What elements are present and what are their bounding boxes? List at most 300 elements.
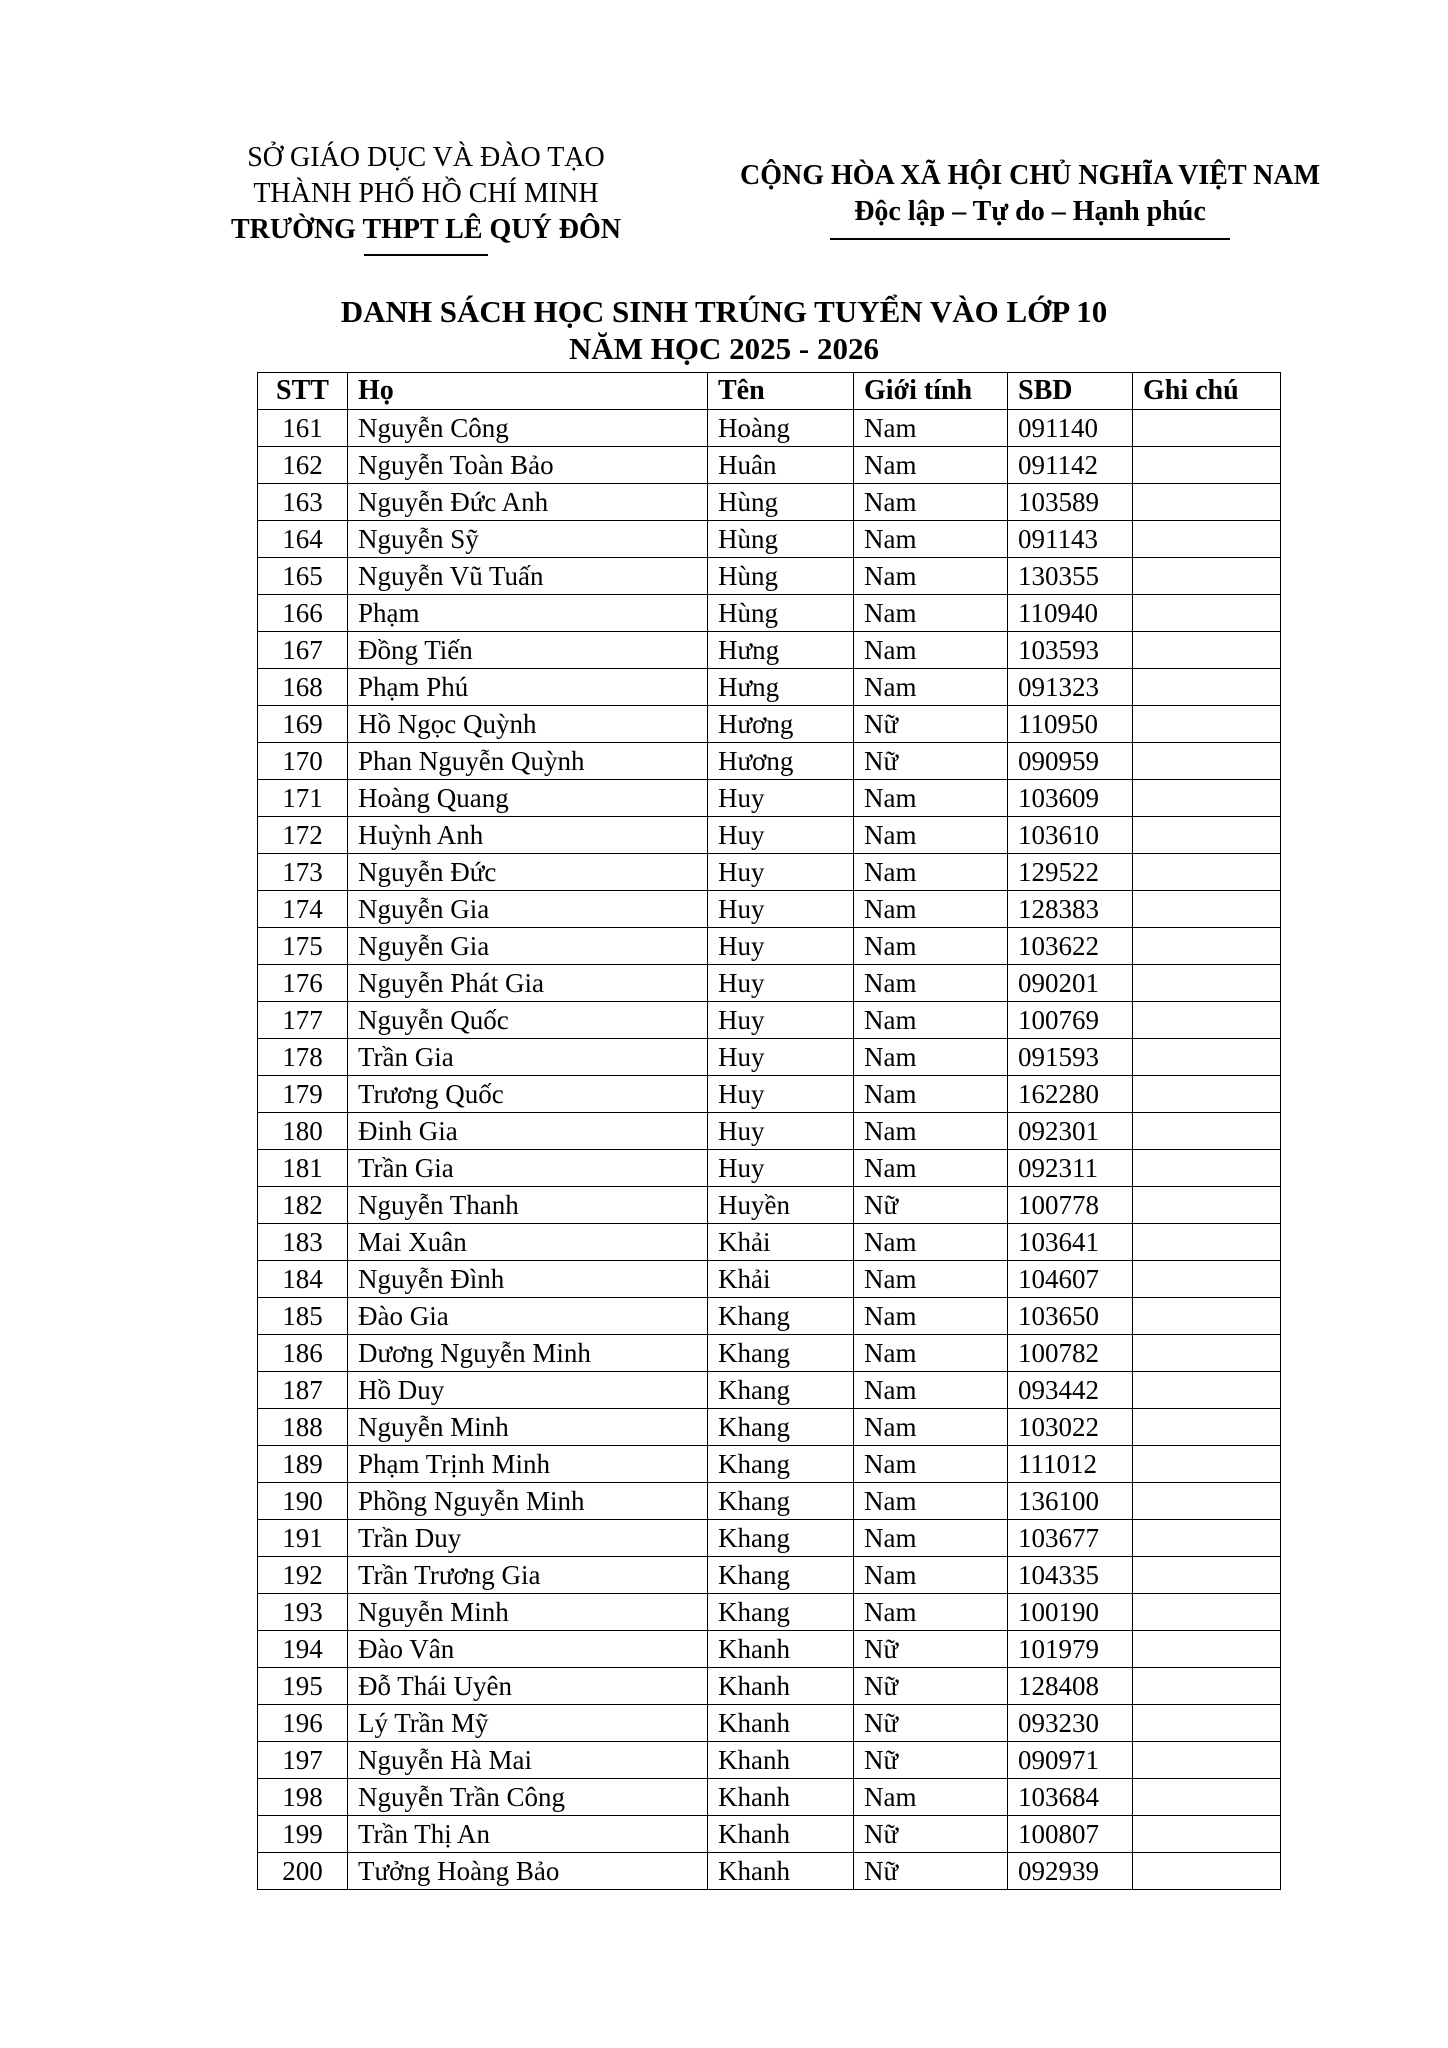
table-row <box>258 1298 1281 1335</box>
cell-sbd: 130355 <box>1008 558 1133 595</box>
admission-table <box>257 372 1281 1890</box>
cell-stt: 163 <box>258 484 348 521</box>
cell-ten: Khanh <box>708 1668 854 1705</box>
table-row <box>258 891 1281 928</box>
cell-stt: 175 <box>258 928 348 965</box>
cell-sbd: 100769 <box>1008 1002 1133 1039</box>
cell-ghi-chu <box>1133 521 1281 558</box>
cell-ho: Hoàng Quang <box>348 780 708 817</box>
cell-gioi-tinh: Nam <box>854 854 1008 891</box>
cell-ho: Đồng Tiến <box>348 632 708 669</box>
cell-gioi-tinh: Nam <box>854 1076 1008 1113</box>
cell-ho: Phạm Trịnh Minh <box>348 1446 708 1483</box>
cell-stt: 162 <box>258 447 348 484</box>
table-row <box>258 965 1281 1002</box>
header-ghi-chu: Ghi chú <box>1133 373 1281 410</box>
cell-ghi-chu <box>1133 595 1281 632</box>
table-row <box>258 632 1281 669</box>
cell-gioi-tinh: Nam <box>854 632 1008 669</box>
cell-ten: Khang <box>708 1335 854 1372</box>
cell-sbd: 111012 <box>1008 1446 1133 1483</box>
cell-stt: 199 <box>258 1816 348 1853</box>
cell-ghi-chu <box>1133 1557 1281 1594</box>
cell-ho: Dương Nguyễn Minh <box>348 1335 708 1372</box>
cell-gioi-tinh: Nam <box>854 965 1008 1002</box>
table-row <box>258 1520 1281 1557</box>
cell-ho: Nguyễn Minh <box>348 1409 708 1446</box>
cell-ten: Khang <box>708 1520 854 1557</box>
cell-ghi-chu <box>1133 410 1281 447</box>
cell-sbd: 128383 <box>1008 891 1133 928</box>
cell-ho: Tưởng Hoàng Bảo <box>348 1853 708 1890</box>
cell-ho: Phan Nguyễn Quỳnh <box>348 743 708 780</box>
cell-stt: 179 <box>258 1076 348 1113</box>
cell-ghi-chu <box>1133 447 1281 484</box>
cell-ho: Nguyễn Vũ Tuấn <box>348 558 708 595</box>
table-row <box>258 1150 1281 1187</box>
cell-stt: 196 <box>258 1705 348 1742</box>
cell-sbd: 162280 <box>1008 1076 1133 1113</box>
cell-stt: 184 <box>258 1261 348 1298</box>
cell-ten: Khanh <box>708 1853 854 1890</box>
cell-ho: Nguyễn Toàn Bảo <box>348 447 708 484</box>
cell-ho: Nguyễn Quốc <box>348 1002 708 1039</box>
cell-ten: Hương <box>708 743 854 780</box>
cell-ten: Khanh <box>708 1742 854 1779</box>
cell-sbd: 129522 <box>1008 854 1133 891</box>
motto-underline <box>830 238 1230 240</box>
cell-sbd: 103589 <box>1008 484 1133 521</box>
table-row <box>258 928 1281 965</box>
table-row <box>258 706 1281 743</box>
cell-stt: 176 <box>258 965 348 1002</box>
cell-sbd: 103684 <box>1008 1779 1133 1816</box>
table-row <box>258 1224 1281 1261</box>
cell-stt: 165 <box>258 558 348 595</box>
header-stt: STT <box>258 373 348 410</box>
cell-ten: Khang <box>708 1446 854 1483</box>
cell-ghi-chu <box>1133 632 1281 669</box>
cell-sbd: 091323 <box>1008 669 1133 706</box>
cell-stt: 167 <box>258 632 348 669</box>
cell-stt: 172 <box>258 817 348 854</box>
cell-gioi-tinh: Nam <box>854 1779 1008 1816</box>
cell-ten: Khanh <box>708 1816 854 1853</box>
cell-stt: 200 <box>258 1853 348 1890</box>
cell-sbd: 104335 <box>1008 1557 1133 1594</box>
national-motto-block <box>700 158 1360 240</box>
cell-ten: Khang <box>708 1298 854 1335</box>
cell-stt: 170 <box>258 743 348 780</box>
city-name: THÀNH PHỐ HỒ CHÍ MINH <box>253 178 599 209</box>
cell-ten: Huyền <box>708 1187 854 1224</box>
cell-stt: 187 <box>258 1372 348 1409</box>
cell-gioi-tinh: Nam <box>854 1446 1008 1483</box>
cell-sbd: 100190 <box>1008 1594 1133 1631</box>
cell-sbd: 092301 <box>1008 1113 1133 1150</box>
cell-sbd: 091593 <box>1008 1039 1133 1076</box>
cell-gioi-tinh: Nam <box>854 1002 1008 1039</box>
cell-ho: Nguyễn Thanh <box>348 1187 708 1224</box>
cell-ho: Huỳnh Anh <box>348 817 708 854</box>
cell-ho: Nguyễn Sỹ <box>348 521 708 558</box>
table-row <box>258 595 1281 632</box>
cell-stt: 194 <box>258 1631 348 1668</box>
cell-sbd: 103610 <box>1008 817 1133 854</box>
cell-gioi-tinh: Nam <box>854 817 1008 854</box>
table-row <box>258 1853 1281 1890</box>
cell-gioi-tinh: Nam <box>854 1335 1008 1372</box>
cell-ten: Khang <box>708 1557 854 1594</box>
cell-sbd: 092939 <box>1008 1853 1133 1890</box>
cell-ghi-chu <box>1133 1446 1281 1483</box>
cell-ten: Hưng <box>708 632 854 669</box>
cell-sbd: 103650 <box>1008 1298 1133 1335</box>
cell-ho: Nguyễn Gia <box>348 928 708 965</box>
school-name: TRƯỜNG THPT LÊ QUÝ ĐÔN <box>231 214 621 245</box>
cell-ghi-chu <box>1133 854 1281 891</box>
cell-ghi-chu <box>1133 1002 1281 1039</box>
cell-sbd: 103622 <box>1008 928 1133 965</box>
cell-ho: Trần Thị An <box>348 1816 708 1853</box>
cell-stt: 197 <box>258 1742 348 1779</box>
cell-ghi-chu <box>1133 1335 1281 1372</box>
table-row <box>258 1668 1281 1705</box>
cell-ghi-chu <box>1133 1187 1281 1224</box>
cell-sbd: 091140 <box>1008 410 1133 447</box>
cell-gioi-tinh: Nam <box>854 1483 1008 1520</box>
cell-ten: Huy <box>708 1113 854 1150</box>
cell-gioi-tinh: Nữ <box>854 1631 1008 1668</box>
cell-sbd: 103593 <box>1008 632 1133 669</box>
cell-ten: Huy <box>708 1150 854 1187</box>
cell-ghi-chu <box>1133 558 1281 595</box>
cell-ho: Nguyễn Minh <box>348 1594 708 1631</box>
cell-sbd: 100782 <box>1008 1335 1133 1372</box>
cell-ten: Huy <box>708 780 854 817</box>
cell-ten: Huy <box>708 1002 854 1039</box>
cell-ten: Huy <box>708 1039 854 1076</box>
cell-ten: Hùng <box>708 484 854 521</box>
cell-ho: Hồ Duy <box>348 1372 708 1409</box>
table-row <box>258 1076 1281 1113</box>
cell-sbd: 104607 <box>1008 1261 1133 1298</box>
cell-ghi-chu <box>1133 1483 1281 1520</box>
cell-gioi-tinh: Nam <box>854 484 1008 521</box>
cell-ho: Nguyễn Công <box>348 410 708 447</box>
cell-ghi-chu <box>1133 706 1281 743</box>
cell-ghi-chu <box>1133 1150 1281 1187</box>
cell-ten: Hùng <box>708 558 854 595</box>
cell-stt: 186 <box>258 1335 348 1372</box>
cell-ten: Huân <box>708 447 854 484</box>
cell-ten: Huy <box>708 854 854 891</box>
cell-sbd: 090971 <box>1008 1742 1133 1779</box>
table-row <box>258 780 1281 817</box>
table-row <box>258 1409 1281 1446</box>
cell-ghi-chu <box>1133 1853 1281 1890</box>
cell-ghi-chu <box>1133 484 1281 521</box>
table-row <box>258 410 1281 447</box>
cell-sbd: 092311 <box>1008 1150 1133 1187</box>
cell-ghi-chu <box>1133 1520 1281 1557</box>
cell-ho: Lý Trần Mỹ <box>348 1705 708 1742</box>
cell-gioi-tinh: Nam <box>854 1224 1008 1261</box>
cell-gioi-tinh: Nữ <box>854 1816 1008 1853</box>
cell-gioi-tinh: Nam <box>854 1520 1008 1557</box>
cell-gioi-tinh: Nữ <box>854 1187 1008 1224</box>
table-row <box>258 1446 1281 1483</box>
cell-ten: Huy <box>708 928 854 965</box>
title-line-1: DANH SÁCH HỌC SINH TRÚNG TUYỂN VÀO LỚP 10 <box>340 294 1108 329</box>
cell-sbd: 110950 <box>1008 706 1133 743</box>
table-row <box>258 1261 1281 1298</box>
cell-ghi-chu <box>1133 1113 1281 1150</box>
cell-ten: Hưng <box>708 669 854 706</box>
cell-ho: Trần Gia <box>348 1039 708 1076</box>
cell-stt: 174 <box>258 891 348 928</box>
cell-stt: 182 <box>258 1187 348 1224</box>
table-row <box>258 1631 1281 1668</box>
national-motto: Độc lập – Tự do – Hạnh phúc <box>854 196 1206 227</box>
cell-stt: 190 <box>258 1483 348 1520</box>
cell-ghi-chu <box>1133 669 1281 706</box>
cell-sbd: 093442 <box>1008 1372 1133 1409</box>
cell-gioi-tinh: Nam <box>854 1594 1008 1631</box>
cell-stt: 183 <box>258 1224 348 1261</box>
cell-stt: 178 <box>258 1039 348 1076</box>
cell-sbd: 090959 <box>1008 743 1133 780</box>
cell-ghi-chu <box>1133 928 1281 965</box>
cell-ho: Phạm Phú <box>348 669 708 706</box>
cell-stt: 166 <box>258 595 348 632</box>
cell-stt: 168 <box>258 669 348 706</box>
table-row <box>258 521 1281 558</box>
cell-ghi-chu <box>1133 1705 1281 1742</box>
cell-ten: Hoàng <box>708 410 854 447</box>
department-name: SỞ GIÁO DỤC VÀ ĐÀO TẠO <box>247 142 605 173</box>
cell-ghi-chu <box>1133 1779 1281 1816</box>
cell-ghi-chu <box>1133 1039 1281 1076</box>
table-header-row <box>258 373 1281 410</box>
cell-ho: Đinh Gia <box>348 1113 708 1150</box>
cell-stt: 185 <box>258 1298 348 1335</box>
cell-ten: Huy <box>708 965 854 1002</box>
table-row <box>258 854 1281 891</box>
cell-sbd: 103609 <box>1008 780 1133 817</box>
cell-ghi-chu <box>1133 1409 1281 1446</box>
cell-gioi-tinh: Nam <box>854 595 1008 632</box>
cell-ho: Trần Duy <box>348 1520 708 1557</box>
country-name: CỘNG HÒA XÃ HỘI CHỦ NGHĨA VIỆT NAM <box>739 160 1321 191</box>
cell-ho: Phạm <box>348 595 708 632</box>
cell-sbd: 110940 <box>1008 595 1133 632</box>
cell-ho: Nguyễn Hà Mai <box>348 1742 708 1779</box>
cell-ten: Khang <box>708 1483 854 1520</box>
cell-gioi-tinh: Nữ <box>854 1742 1008 1779</box>
cell-gioi-tinh: Nữ <box>854 1853 1008 1890</box>
cell-ten: Huy <box>708 1076 854 1113</box>
cell-stt: 193 <box>258 1594 348 1631</box>
cell-ho: Đào Gia <box>348 1298 708 1335</box>
table-row <box>258 447 1281 484</box>
table-row <box>258 484 1281 521</box>
cell-stt: 161 <box>258 410 348 447</box>
cell-sbd: 100778 <box>1008 1187 1133 1224</box>
cell-ten: Khang <box>708 1594 854 1631</box>
cell-ho: Nguyễn Đức Anh <box>348 484 708 521</box>
header-ten: Tên <box>708 373 854 410</box>
cell-gioi-tinh: Nữ <box>854 1705 1008 1742</box>
title-line-2: NĂM HỌC 2025 - 2026 <box>569 331 879 366</box>
cell-stt: 173 <box>258 854 348 891</box>
cell-ho: Nguyễn Gia <box>348 891 708 928</box>
cell-gioi-tinh: Nam <box>854 928 1008 965</box>
cell-ghi-chu <box>1133 1742 1281 1779</box>
cell-ho: Nguyễn Đức <box>348 854 708 891</box>
cell-stt: 188 <box>258 1409 348 1446</box>
table-row <box>258 1483 1281 1520</box>
cell-ghi-chu <box>1133 1631 1281 1668</box>
cell-gioi-tinh: Nam <box>854 1372 1008 1409</box>
cell-ho: Trần Trương Gia <box>348 1557 708 1594</box>
table-row <box>258 1557 1281 1594</box>
cell-gioi-tinh: Nam <box>854 1113 1008 1150</box>
cell-ho: Đỗ Thái Uyên <box>348 1668 708 1705</box>
cell-ghi-chu <box>1133 1372 1281 1409</box>
document-title <box>0 293 1448 367</box>
cell-ghi-chu <box>1133 1668 1281 1705</box>
cell-sbd: 103677 <box>1008 1520 1133 1557</box>
table-body <box>258 410 1281 1890</box>
cell-stt: 191 <box>258 1520 348 1557</box>
cell-gioi-tinh: Nam <box>854 558 1008 595</box>
cell-ho: Nguyễn Đình <box>348 1261 708 1298</box>
table-row <box>258 1187 1281 1224</box>
cell-gioi-tinh: Nam <box>854 410 1008 447</box>
cell-stt: 181 <box>258 1150 348 1187</box>
cell-stt: 169 <box>258 706 348 743</box>
cell-sbd: 136100 <box>1008 1483 1133 1520</box>
cell-ten: Khải <box>708 1261 854 1298</box>
table-row <box>258 558 1281 595</box>
cell-gioi-tinh: Nữ <box>854 1668 1008 1705</box>
cell-stt: 180 <box>258 1113 348 1150</box>
cell-ghi-chu <box>1133 1261 1281 1298</box>
table-row <box>258 1594 1281 1631</box>
cell-ghi-chu <box>1133 1076 1281 1113</box>
cell-gioi-tinh: Nam <box>854 1557 1008 1594</box>
cell-sbd: 128408 <box>1008 1668 1133 1705</box>
cell-ghi-chu <box>1133 1224 1281 1261</box>
cell-stt: 192 <box>258 1557 348 1594</box>
cell-ten: Khanh <box>708 1779 854 1816</box>
cell-sbd: 100807 <box>1008 1816 1133 1853</box>
cell-stt: 177 <box>258 1002 348 1039</box>
cell-gioi-tinh: Nam <box>854 1298 1008 1335</box>
cell-ten: Khanh <box>708 1705 854 1742</box>
table-row <box>258 817 1281 854</box>
cell-ghi-chu <box>1133 817 1281 854</box>
cell-ten: Hương <box>708 706 854 743</box>
table-row <box>258 1039 1281 1076</box>
cell-sbd: 101979 <box>1008 1631 1133 1668</box>
cell-ghi-chu <box>1133 743 1281 780</box>
cell-stt: 164 <box>258 521 348 558</box>
header-ho: Họ <box>348 373 708 410</box>
cell-ho: Mai Xuân <box>348 1224 708 1261</box>
cell-ghi-chu <box>1133 780 1281 817</box>
table-row <box>258 1742 1281 1779</box>
cell-stt: 189 <box>258 1446 348 1483</box>
header-gioi-tinh: Giới tính <box>854 373 1008 410</box>
cell-gioi-tinh: Nam <box>854 521 1008 558</box>
cell-ten: Khang <box>708 1372 854 1409</box>
table-row <box>258 1335 1281 1372</box>
cell-ghi-chu <box>1133 891 1281 928</box>
issuer-block <box>196 140 656 256</box>
cell-ghi-chu <box>1133 1298 1281 1335</box>
cell-ten: Huy <box>708 817 854 854</box>
cell-ten: Huy <box>708 891 854 928</box>
cell-ten: Hùng <box>708 595 854 632</box>
cell-ho: Nguyễn Trần Công <box>348 1779 708 1816</box>
cell-ho: Trần Gia <box>348 1150 708 1187</box>
cell-ho: Phồng Nguyễn Minh <box>348 1483 708 1520</box>
cell-ho: Hồ Ngọc Quỳnh <box>348 706 708 743</box>
cell-gioi-tinh: Nam <box>854 1039 1008 1076</box>
table-row <box>258 669 1281 706</box>
cell-gioi-tinh: Nữ <box>854 743 1008 780</box>
cell-sbd: 093230 <box>1008 1705 1133 1742</box>
table-row <box>258 1705 1281 1742</box>
cell-gioi-tinh: Nam <box>854 780 1008 817</box>
cell-gioi-tinh: Nam <box>854 447 1008 484</box>
cell-stt: 198 <box>258 1779 348 1816</box>
table-row <box>258 1372 1281 1409</box>
cell-sbd: 090201 <box>1008 965 1133 1002</box>
cell-stt: 195 <box>258 1668 348 1705</box>
cell-ten: Khanh <box>708 1631 854 1668</box>
cell-ho: Đào Vân <box>348 1631 708 1668</box>
cell-gioi-tinh: Nam <box>854 1409 1008 1446</box>
table-row <box>258 1002 1281 1039</box>
issuer-underline <box>364 254 488 256</box>
cell-ten: Khải <box>708 1224 854 1261</box>
cell-sbd: 091142 <box>1008 447 1133 484</box>
table-row <box>258 1779 1281 1816</box>
table-row <box>258 1816 1281 1853</box>
cell-ten: Khang <box>708 1409 854 1446</box>
cell-ghi-chu <box>1133 1816 1281 1853</box>
table-row <box>258 743 1281 780</box>
cell-gioi-tinh: Nam <box>854 1150 1008 1187</box>
cell-gioi-tinh: Nam <box>854 669 1008 706</box>
header-sbd: SBD <box>1008 373 1133 410</box>
cell-gioi-tinh: Nam <box>854 1261 1008 1298</box>
cell-sbd: 103641 <box>1008 1224 1133 1261</box>
cell-ghi-chu <box>1133 1594 1281 1631</box>
cell-ho: Nguyễn Phát Gia <box>348 965 708 1002</box>
cell-gioi-tinh: Nữ <box>854 706 1008 743</box>
cell-gioi-tinh: Nam <box>854 891 1008 928</box>
cell-ghi-chu <box>1133 965 1281 1002</box>
cell-sbd: 103022 <box>1008 1409 1133 1446</box>
table-row <box>258 1113 1281 1150</box>
cell-ten: Hùng <box>708 521 854 558</box>
cell-stt: 171 <box>258 780 348 817</box>
cell-sbd: 091143 <box>1008 521 1133 558</box>
